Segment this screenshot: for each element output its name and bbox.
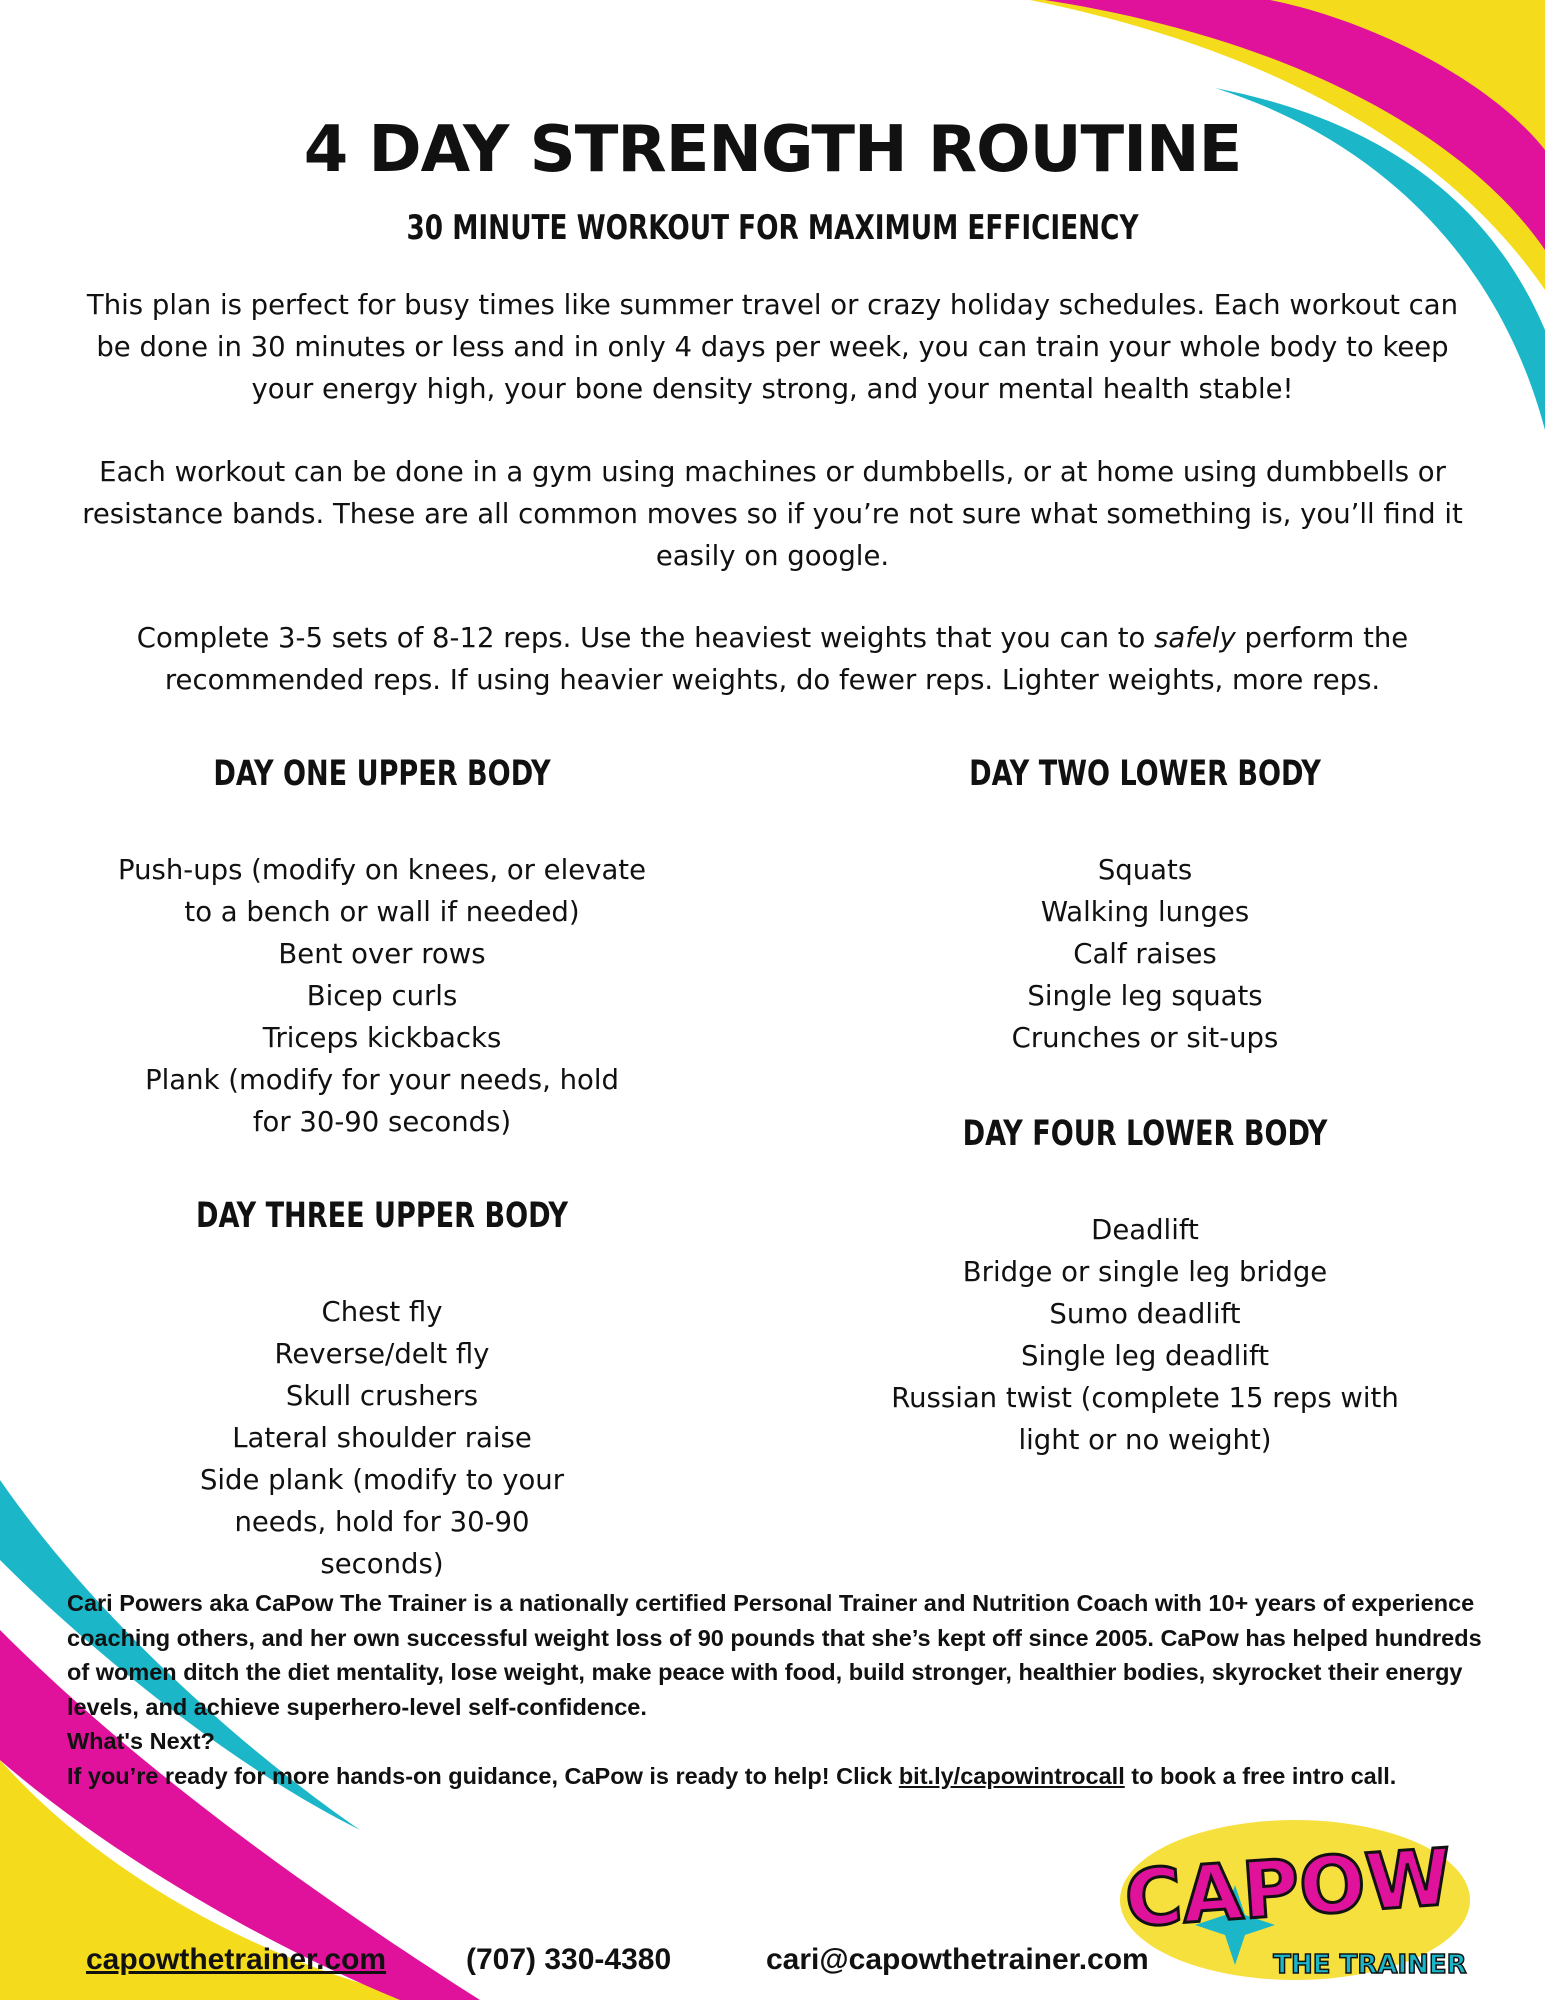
phone-number: (707) 330-4380 [466,1943,672,1976]
cta-text-end: to book a free intro call. [1124,1762,1397,1789]
day-four-exercise-list [815,1209,1475,1461]
bio-text: Cari Powers aka CaPow The Trainer is a nationally certified Personal Trainer and Nutrition Coach with 10+ years of experience coaching others, and her own successful weight loss of 90 pounds that she’s kept off since 2005. CaPow has helped hundreds of women ditch the diet mentality, lose weight, make peace with food, build stronger, healthier bodies, skyrocket their energy levels, and achieve superhero-level self-confidence. [67,1590,1482,1720]
exercise-item: Single leg deadlift [1021,1340,1269,1372]
exercise-item: Plank (modify for your needs, hold for 30-90 seconds) [145,1064,619,1138]
day-one-section [52,749,712,1143]
exercise-item: Single leg squats [1027,980,1263,1012]
exercise-item: Deadlift [1091,1214,1199,1246]
day-two-section [815,749,1475,1059]
day-three-exercise-list [52,1291,712,1585]
day-three-section [52,1191,712,1585]
website-link[interactable]: capowthetrainer.com [86,1943,387,1976]
trainer-bio [67,1586,1487,1793]
exercise-item: Reverse/delt fly [274,1338,490,1370]
day-one-exercise-list [52,849,712,1143]
exercise-item: Chest fly [321,1296,443,1328]
exercise-item: Calf raises [1073,938,1217,970]
whats-next-label: What's Next? [67,1728,215,1754]
intro-paragraph-3 [70,617,1475,701]
day-one-heading: DAY ONE UPPER BODY [213,754,551,794]
exercise-item: Walking lunges [1040,896,1250,928]
exercise-item: Bridge or single leg bridge [962,1256,1328,1288]
capow-logo [1105,1815,1475,1990]
day-four-heading: DAY FOUR LOWER BODY [962,1114,1328,1154]
exercise-item: Side plank (modify to your needs, hold for 30-90 seconds) [199,1464,565,1580]
intro-paragraph-2: Each workout can be done in a gym using machines or dumbbells, or at home using dumbbells or resistance bands. These are all common moves so if you’re not sure what something is, you’ll find it easily on google. [82,456,1463,572]
intro-paragraph-1: This plan is perfect for busy times like summer travel or crazy holiday schedules. Each workout can be done in 30 minutes or less and in only 4 days per week, you can train your whole body to keep your energy high, your bone density strong, and your mental health stable! [86,289,1459,405]
page-subtitle: 30 MINUTE WORKOUT FOR MAXIMUM EFFICIENCY [406,208,1139,248]
exercise-item: Skull crushers [285,1380,479,1412]
exercise-item: Triceps kickbacks [262,1022,502,1054]
cta-text-start: If you’re ready for more hands-on guidance, CaPow is ready to help! Click [67,1762,899,1789]
logo-trainer-text: THE TRAINER [1273,1950,1467,1980]
intro-call-link[interactable]: bit.ly/capowintrocall [898,1762,1125,1789]
exercise-item: Push-ups (modify on knees, or elevate to a bench or wall if needed) [118,854,646,928]
exercise-item: Squats [1097,854,1193,886]
exercise-item: Russian twist (complete 15 reps with light or no weight) [891,1382,1399,1456]
day-two-exercise-list [815,849,1475,1059]
exercise-item: Lateral shoulder raise [232,1422,532,1454]
intro-paragraph-3-start: Complete 3-5 sets of 8-12 reps. Use the heaviest weights that you can to [136,622,1155,654]
day-two-heading: DAY TWO LOWER BODY [969,754,1321,794]
logo-capow-text: CAPOW [1121,1832,1455,1946]
exercise-item: Crunches or sit-ups [1011,1022,1279,1054]
intro-paragraph-3-end: perform the recommended reps. If using heavier weights, do fewer reps. Lighter weights, more reps. [164,622,1409,696]
exercise-item: Bicep curls [306,980,458,1012]
day-three-heading: DAY THREE UPPER BODY [195,1196,569,1236]
page-title: 4 DAY STRENGTH ROUTINE [303,113,1242,187]
safely-emphasis: safely [1154,622,1236,654]
call-to-action [67,1759,1487,1794]
exercise-item: Bent over rows [278,938,486,970]
email-address[interactable]: cari@capowthetrainer.com [766,1943,1149,1976]
exercise-item: Sumo deadlift [1049,1298,1241,1330]
day-four-section [815,1109,1475,1461]
